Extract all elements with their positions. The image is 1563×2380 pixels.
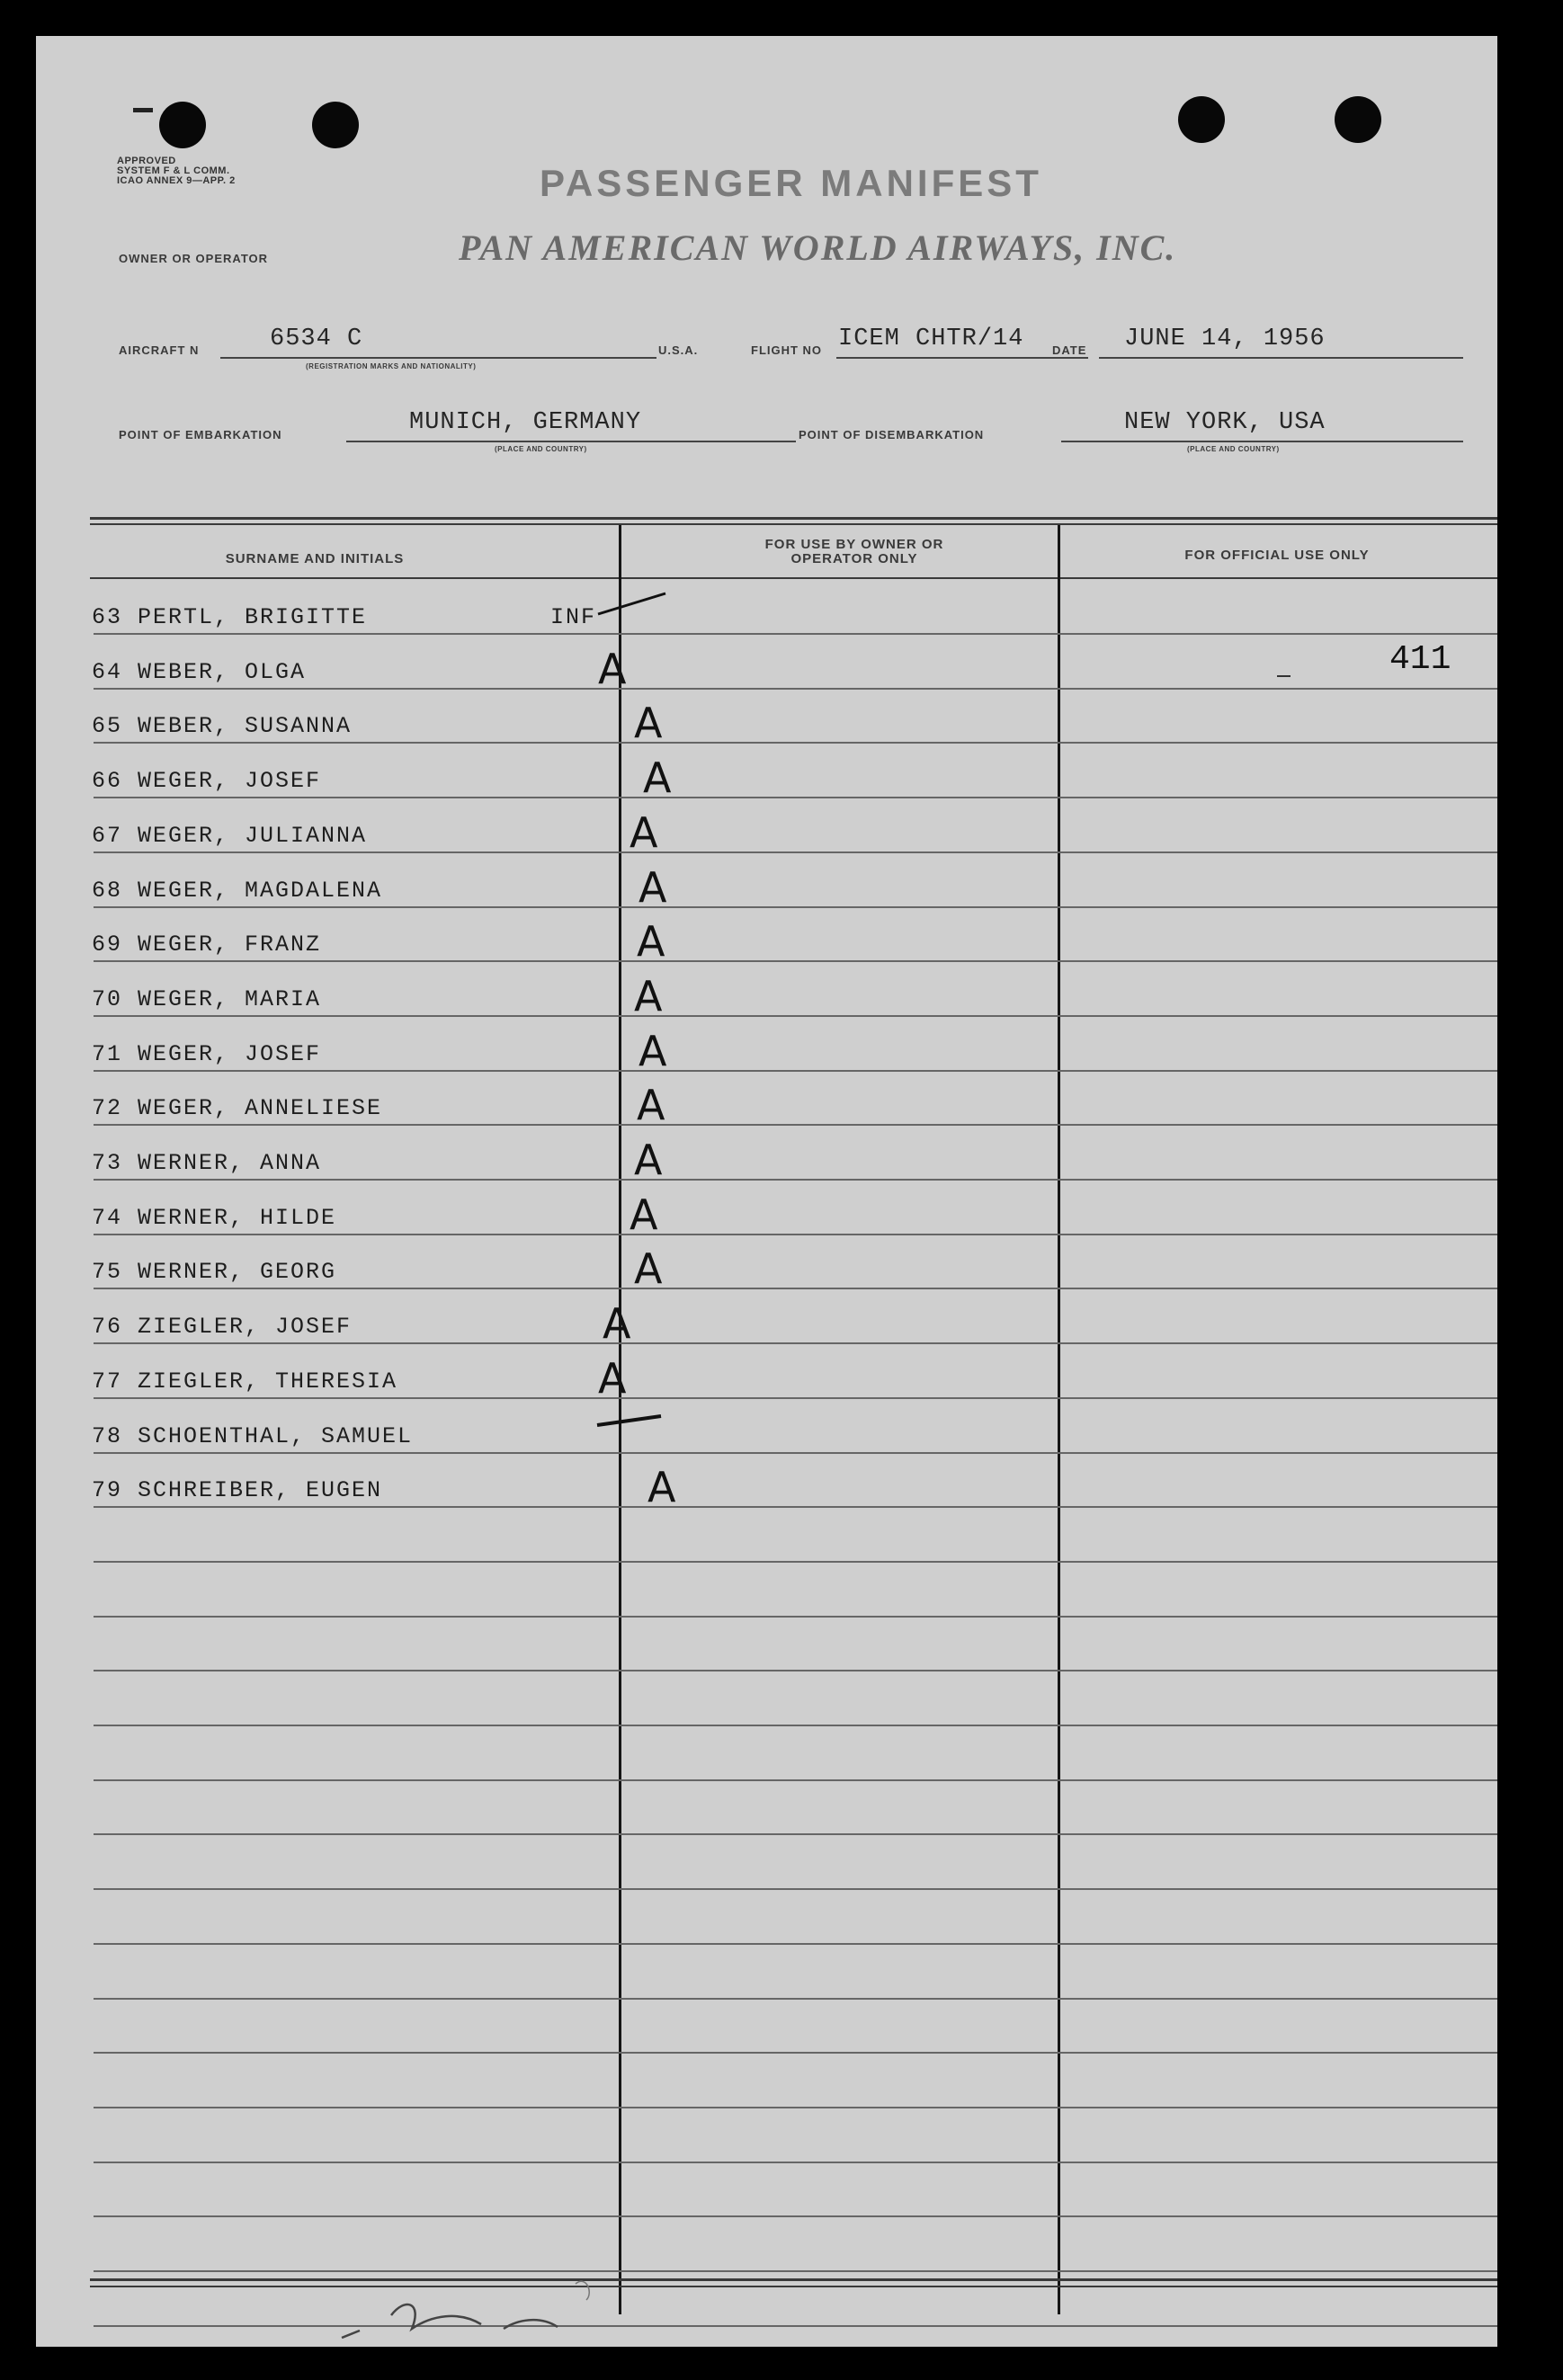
- embarkation-caption: (PLACE AND COUNTRY): [495, 445, 587, 453]
- disembarkation-value: NEW YORK, USA: [1124, 409, 1326, 436]
- owner-label: OWNER OR OPERATOR: [119, 252, 269, 265]
- disembarkation-label: POINT OF DISEMBARKATION: [799, 428, 985, 441]
- owner-column-header: FOR USE BY OWNER OR OPERATOR ONLY: [764, 537, 944, 566]
- handwritten-mark: A: [639, 862, 667, 912]
- list-item: 74 WERNER, HILDE: [92, 1204, 337, 1231]
- list-item: 64 WEBER, OLGA: [92, 658, 307, 685]
- official-count: 411: [1389, 640, 1451, 679]
- registration-caption: (REGISTRATION MARKS AND NATIONALITY): [306, 362, 477, 370]
- approval-line: SYSTEM F & L COMM.: [117, 165, 230, 176]
- handwritten-mark: A: [648, 1463, 676, 1512]
- usa-label: U.S.A.: [658, 343, 699, 357]
- flight-label: FLIGHT NO: [751, 343, 823, 357]
- list-item: 78 SCHOENTHAL, SAMUEL: [92, 1422, 414, 1449]
- list-item: 71 WEGER, JOSEF: [92, 1040, 322, 1067]
- handwritten-mark: A: [630, 807, 658, 857]
- embarkation-label: POINT OF EMBARKATION: [119, 428, 282, 441]
- surname-column-header: SURNAME AND INITIALS: [225, 551, 405, 566]
- list-item: 75 WERNER, GEORG: [92, 1259, 337, 1286]
- list-item: 76 ZIEGLER, JOSEF: [92, 1314, 353, 1341]
- disembarkation-caption: (PLACE AND COUNTRY): [1187, 445, 1280, 453]
- handwritten-mark: A: [634, 1244, 663, 1294]
- operator-name: PAN AMERICAN WORLD AIRWAYS, INC.: [459, 227, 1177, 268]
- date-label: DATE: [1052, 343, 1087, 357]
- handwritten-mark: A: [637, 1081, 665, 1130]
- list-item: 67 WEGER, JULIANNA: [92, 822, 368, 849]
- signature-stroke: [576, 2281, 589, 2300]
- official-column-header: FOR OFFICIAL USE ONLY: [1184, 548, 1370, 563]
- list-item: 69 WEGER, FRANZ: [92, 931, 322, 958]
- handwritten-mark: A: [639, 1026, 667, 1075]
- handwritten-mark: A: [634, 971, 663, 1021]
- embarkation-value: MUNICH, GERMANY: [409, 409, 642, 436]
- approval-line: ICAO ANNEX 9—APP. 2: [117, 175, 236, 186]
- manifest-page: [36, 36, 1497, 2347]
- list-item: 73 WERNER, ANNA: [92, 1150, 322, 1176]
- flight-value: ICEM CHTR/14: [838, 325, 1024, 352]
- handwritten-mark: A: [598, 644, 627, 693]
- handwritten-mark: A: [643, 753, 672, 803]
- list-item: 70 WEGER, MARIA: [92, 985, 322, 1012]
- handwritten-mark: A: [634, 1136, 663, 1184]
- list-item: 72 WEGER, ANNELIESE: [92, 1095, 383, 1122]
- list-item: 68 WEGER, MAGDALENA: [92, 877, 383, 904]
- infant-note: INF: [550, 604, 597, 630]
- approval-line: APPROVED: [117, 156, 176, 166]
- aircraft-label: AIRCRAFT N: [119, 343, 200, 357]
- list-item: 77 ZIEGLER, THERESIA: [92, 1368, 398, 1395]
- handwritten-mark: A: [598, 1353, 627, 1403]
- date-value: JUNE 14, 1956: [1124, 325, 1326, 352]
- page-title: PASSENGER MANIFEST: [540, 162, 1042, 204]
- list-item: 65 WEBER, SUSANNA: [92, 713, 353, 740]
- list-item: 63 PERTL, BRIGITTE: [92, 604, 368, 630]
- list-item: 79 SCHREIBER, EUGEN: [92, 1477, 383, 1504]
- handwritten-mark: A: [634, 699, 663, 748]
- signature-scrawl: [36, 36, 1497, 2347]
- handwritten-mark: A: [630, 1190, 658, 1239]
- handwritten-mark: A: [603, 1299, 631, 1349]
- list-item: 66 WEGER, JOSEF: [92, 768, 322, 795]
- aircraft-value: 6534 C: [270, 325, 363, 352]
- handwritten-mark: A: [637, 917, 665, 967]
- signature-stroke: [342, 2304, 558, 2338]
